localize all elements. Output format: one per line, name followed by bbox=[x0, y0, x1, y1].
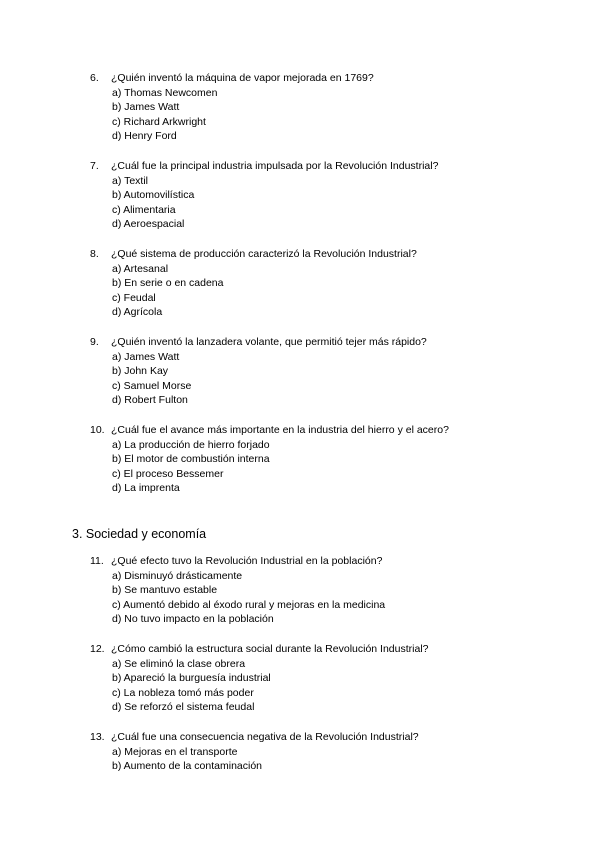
question-number: 12. bbox=[90, 643, 105, 655]
question-prompt: ¿Quién inventó la lanzadera volante, que permitió tejer más rápido? bbox=[111, 336, 427, 348]
option-a: a) Mejoras en el transporte bbox=[112, 745, 238, 758]
option-b: b) Automovilística bbox=[112, 189, 195, 202]
option-c: c) Alimentaria bbox=[112, 203, 176, 216]
option-list bbox=[112, 657, 570, 715]
option-c: c) Feudal bbox=[112, 291, 156, 304]
option-c: c) La nobleza tomó más poder bbox=[112, 686, 254, 699]
question-12 bbox=[90, 642, 570, 715]
question-10 bbox=[90, 423, 570, 496]
question-number: 7. bbox=[90, 160, 99, 172]
option-list bbox=[112, 745, 570, 774]
section-heading: 3. Sociedad y economía bbox=[72, 527, 207, 541]
option-a: a) Textil bbox=[112, 174, 148, 187]
option-list bbox=[112, 174, 570, 232]
question-prompt: ¿Cuál fue una consecuencia negativa de la Revolución Industrial? bbox=[111, 731, 419, 743]
option-c: c) Aumentó debido al éxodo rural y mejoras en la medicina bbox=[112, 598, 386, 611]
question-text bbox=[90, 335, 570, 350]
question-text bbox=[90, 642, 570, 657]
question-text bbox=[90, 730, 570, 745]
question-number: 8. bbox=[90, 248, 99, 260]
option-b: b) John Kay bbox=[112, 365, 169, 378]
option-d: d) Henry Ford bbox=[112, 130, 177, 143]
option-a: a) La producción de hierro forjado bbox=[112, 438, 270, 451]
option-list bbox=[112, 86, 570, 144]
option-a: a) Disminuyó drásticamente bbox=[112, 569, 243, 582]
option-c: c) Richard Arkwright bbox=[112, 115, 206, 128]
question-number: 6. bbox=[90, 72, 99, 84]
option-c: c) El proceso Bessemer bbox=[112, 467, 224, 480]
question-7 bbox=[90, 159, 570, 232]
question-text bbox=[90, 159, 570, 174]
option-b: b) Aumento de la contaminación bbox=[112, 760, 263, 773]
question-text bbox=[90, 554, 570, 569]
question-prompt: ¿Qué sistema de producción caracterizó la Revolución Industrial? bbox=[111, 248, 417, 260]
question-number: 10. bbox=[90, 424, 105, 436]
question-prompt: ¿Qué efecto tuvo la Revolución Industrial en la población? bbox=[111, 555, 383, 567]
option-list bbox=[112, 350, 570, 408]
option-d: d) No tuvo impacto en la población bbox=[112, 613, 274, 626]
option-d: d) Agrícola bbox=[112, 306, 163, 319]
question-13 bbox=[90, 730, 570, 774]
question-prompt: ¿Cuál fue la principal industria impulsada por la Revolución Industrial? bbox=[111, 160, 439, 172]
option-a: a) Artesanal bbox=[112, 262, 169, 275]
option-d: d) Robert Fulton bbox=[112, 394, 188, 407]
option-d: d) La imprenta bbox=[112, 482, 180, 495]
question-8 bbox=[90, 247, 570, 320]
option-b: b) Apareció la burguesía industrial bbox=[112, 672, 271, 685]
question-number: 11. bbox=[90, 555, 104, 567]
question-9 bbox=[90, 335, 570, 408]
question-text bbox=[90, 71, 570, 86]
option-list bbox=[112, 262, 570, 320]
question-prompt: ¿Cuál fue el avance más importante en la industria del hierro y el acero? bbox=[111, 424, 449, 436]
question-prompt: ¿Cómo cambió la estructura social durante la Revolución Industrial? bbox=[111, 643, 429, 655]
question-number: 13. bbox=[90, 731, 105, 743]
question-prompt: ¿Quién inventó la máquina de vapor mejorada en 1769? bbox=[111, 72, 374, 84]
question-11 bbox=[90, 554, 570, 627]
option-b: b) El motor de combustión interna bbox=[112, 453, 270, 466]
option-b: b) Se mantuvo estable bbox=[112, 584, 218, 597]
question-text bbox=[90, 423, 570, 438]
option-list bbox=[112, 438, 570, 496]
question-number: 9. bbox=[90, 336, 99, 348]
option-b: b) En serie o en cadena bbox=[112, 277, 224, 290]
option-d: d) Aeroespacial bbox=[112, 218, 185, 231]
option-b: b) James Watt bbox=[112, 101, 180, 114]
option-c: c) Samuel Morse bbox=[112, 379, 192, 392]
option-d: d) Se reforzó el sistema feudal bbox=[112, 701, 255, 714]
question-text bbox=[90, 247, 570, 262]
option-a: a) Se eliminó la clase obrera bbox=[112, 657, 246, 670]
option-a: a) James Watt bbox=[112, 350, 180, 363]
option-a: a) Thomas Newcomen bbox=[112, 86, 218, 99]
question-6 bbox=[90, 71, 570, 144]
option-list bbox=[112, 569, 570, 627]
